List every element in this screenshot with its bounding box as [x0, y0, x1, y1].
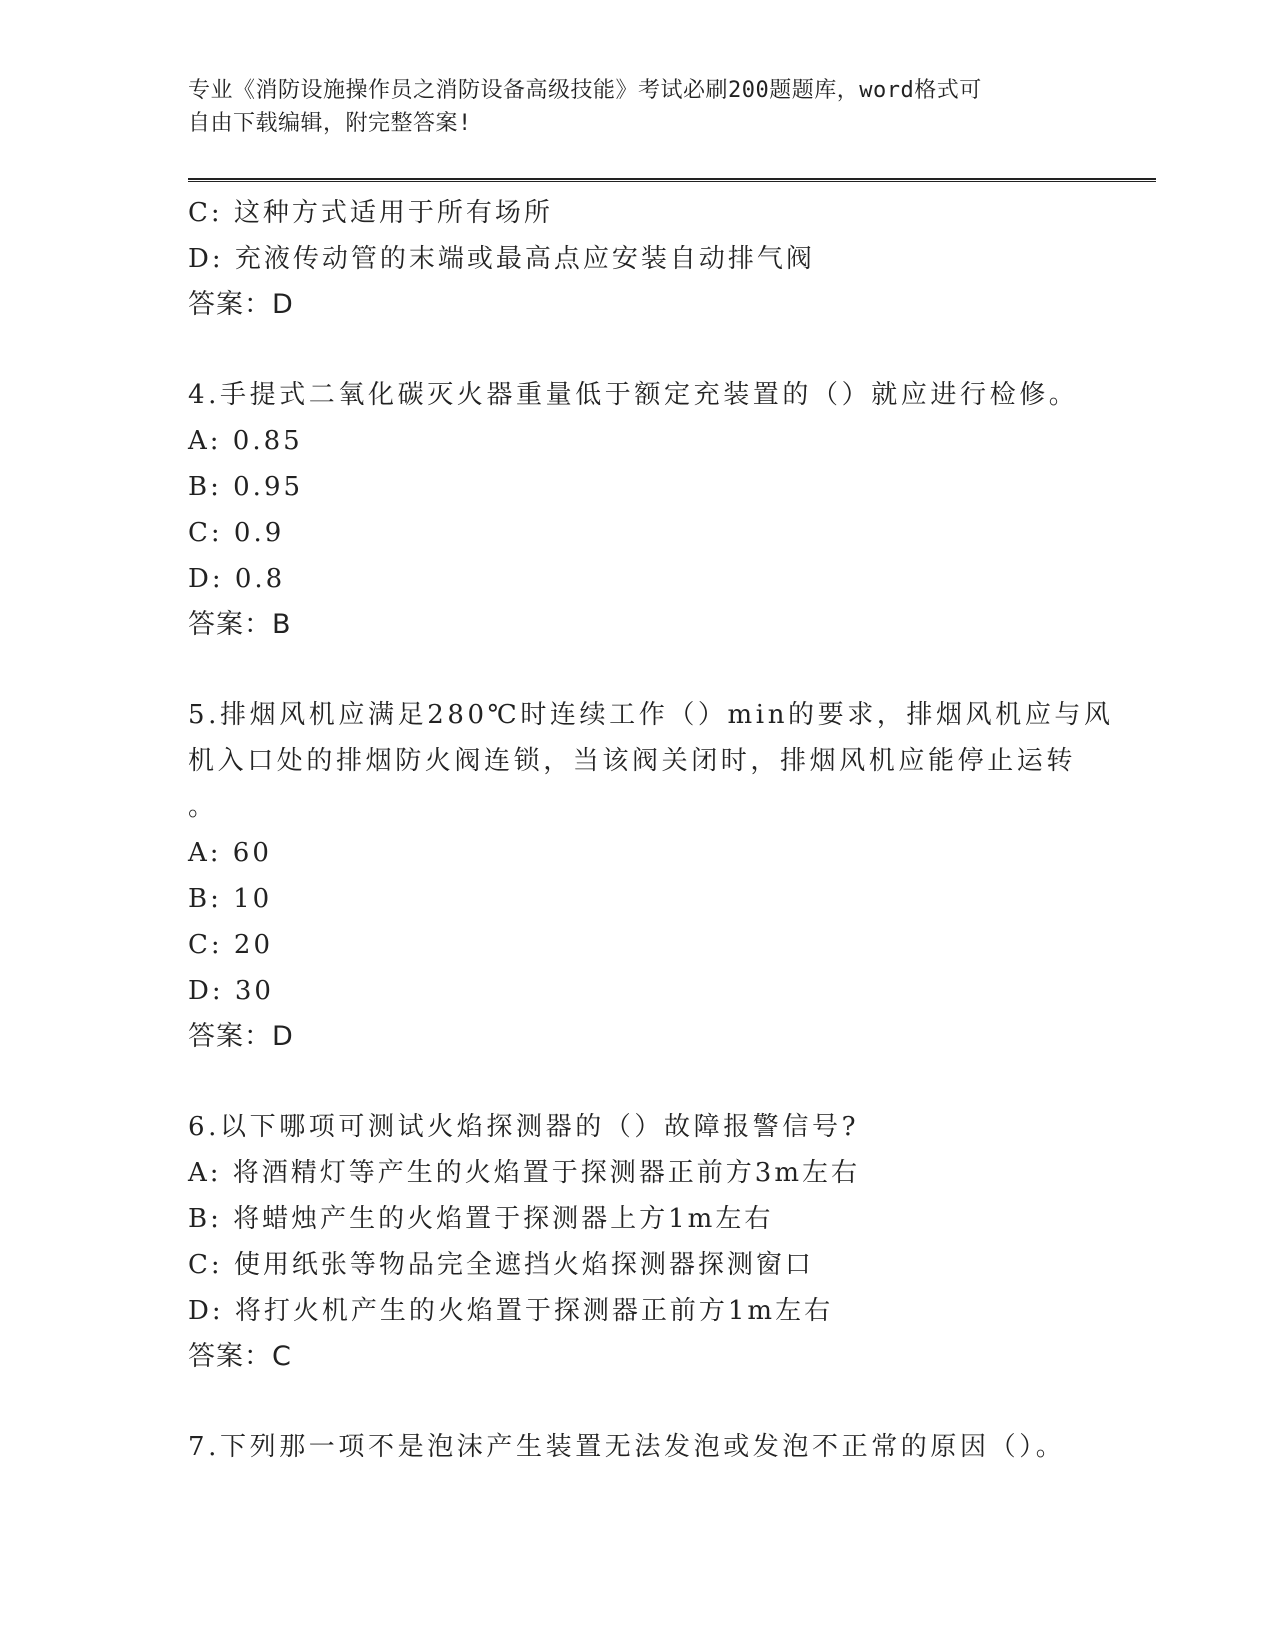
option-c: C: 0.9 [188, 518, 285, 548]
question-7 [188, 1424, 1088, 1470]
question-4 [188, 372, 1088, 648]
option-a: A: 60 [188, 838, 272, 868]
answer-line: 答案：D [188, 289, 294, 320]
option-d: D: 30 [188, 976, 274, 1006]
option-c: C: 这种方式适用于所有场所 [188, 198, 553, 228]
question-text: 7.下列那一项不是泡沫产生装置无法发泡或发泡不正常的原因（）。 [188, 1432, 1066, 1462]
option-b: B: 0.95 [188, 472, 304, 502]
header-line-1: 专业《消防设施操作员之消防设备高级技能》考试必刷200题题库，word格式可 [188, 78, 982, 103]
question-5 [188, 692, 1114, 1060]
question-3-tail [188, 190, 1088, 328]
header-divider [188, 178, 1156, 182]
question-text-line-3: 。 [188, 792, 215, 822]
spacer [188, 648, 1088, 692]
page-header [188, 74, 1068, 140]
option-c: C: 20 [188, 930, 274, 960]
header-line-2: 自由下载编辑，附完整答案! [188, 111, 472, 136]
answer-line: 答案：D [188, 1021, 294, 1052]
question-list [188, 190, 1114, 1470]
question-text: 6.以下哪项可测试火焰探测器的（）故障报警信号? [188, 1112, 860, 1142]
spacer [188, 1380, 1088, 1424]
answer-line: 答案：B [188, 609, 292, 640]
question-text-line-2: 机入口处的排烟防火阀连锁，当该阀关闭时，排烟风机应能停止运转 [188, 746, 1077, 776]
option-b: B: 10 [188, 884, 273, 914]
question-text-line-1: 5.排烟风机应满足280℃时连续工作（）min的要求，排烟风机应与风 [188, 700, 1114, 730]
option-d: D: 将打火机产生的火焰置于探测器正前方1m左右 [188, 1296, 834, 1326]
spacer [188, 1060, 1088, 1104]
option-d: D: 0.8 [188, 564, 286, 594]
question-6 [188, 1104, 1088, 1380]
option-a: A: 0.85 [188, 426, 303, 456]
option-a: A: 将酒精灯等产生的火焰置于探测器正前方3m左右 [188, 1158, 860, 1188]
spacer [188, 328, 1088, 372]
option-b: B: 将蜡烛产生的火焰置于探测器上方1m左右 [188, 1204, 774, 1234]
question-text: 4.手提式二氧化碳灭火器重量低于额定充装置的（）就应进行检修。 [188, 380, 1079, 410]
answer-line: 答案：C [188, 1341, 292, 1372]
option-c: C: 使用纸张等物品完全遮挡火焰探测器探测窗口 [188, 1250, 814, 1280]
option-d: D: 充液传动管的末端或最高点应安装自动排气阀 [188, 244, 815, 274]
